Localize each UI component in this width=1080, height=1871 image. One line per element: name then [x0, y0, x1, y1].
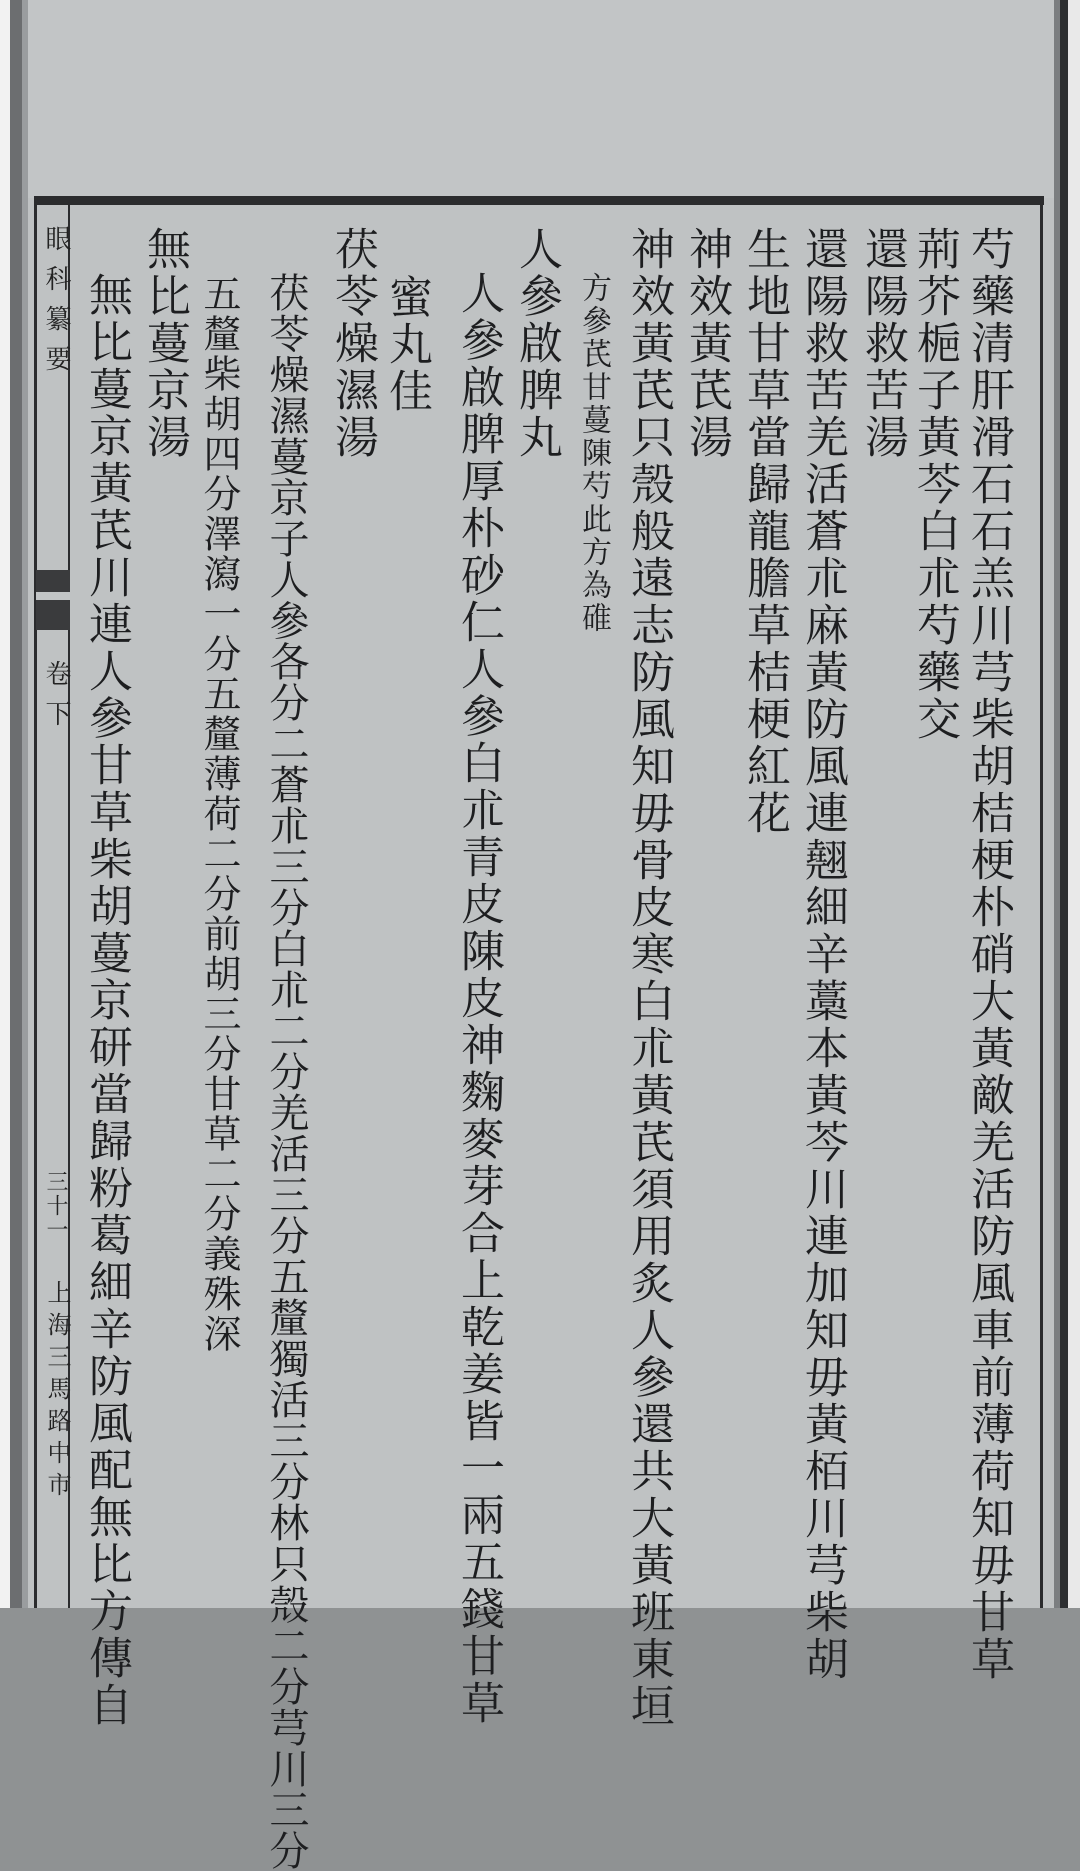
text-column-1: 芍藥清肝滑石石羔川芎柴胡桔梗朴硝大黃敵羌活防風車前薄荷知毋甘草 — [963, 226, 1014, 1683]
top-margin — [28, 0, 1054, 198]
book-title: 眼科纂要 — [41, 225, 71, 385]
text-column-7: 神效黃芪只殼般遠志防風知毋骨皮寒白朮黃芪須用炙人參還共大黃班東垣 — [623, 226, 674, 1730]
formula-heading: 還陽救苦湯 — [857, 226, 908, 461]
fish-tail-mark — [36, 570, 70, 630]
formula-heading: 人參啟脾丸 — [511, 226, 562, 461]
text-column-10: 人參啟脾厚朴砂仁人參白朮青皮陳皮神麴麥芽合上乾姜皆一兩五錢甘草 — [453, 270, 504, 1727]
text-column-2: 荊芥梔子黃芩白朮芍藥交 — [909, 226, 960, 743]
formula-heading: 茯苓燥濕湯 — [327, 226, 378, 461]
text-column-13: 茯苓燥濕蔓京子人參各分二蒼朮三分白朮二分羌活三分五釐獨活三分林只殼二分芎川三分 — [263, 272, 309, 1871]
page-number: 三十一 — [43, 1170, 68, 1242]
formula-heading: 神效黃芪湯 — [681, 226, 732, 461]
text-column-14: 五釐柴胡四分澤瀉一分五釐薄荷二分前胡三分甘草二分義殊深 — [197, 274, 241, 1354]
page-edge-right — [1054, 0, 1080, 1608]
text-column-4: 還陽救苦羌活蒼朮麻黃防風連翹細辛藁本黃芩川連加知毋黃栢川芎柴胡 — [797, 226, 848, 1683]
text-column-16: 無比蔓京黃芪川連人參甘草柴胡蔓京研當歸粉葛細辛防風配無比方傳自 — [81, 272, 132, 1729]
text-column-5: 生地甘草當歸龍膽草桔梗紅花 — [739, 226, 790, 837]
publisher-imprint: 上海三馬路中市 — [43, 1280, 71, 1504]
frame-right-rule — [1040, 205, 1043, 1608]
page-edge-left — [0, 0, 28, 1608]
text-column-11: 蜜丸佳 — [381, 274, 432, 415]
text-column-8: 方參芪甘蔓陳芍此方為碓 — [576, 272, 611, 635]
formula-heading: 無比蔓京湯 — [139, 226, 190, 461]
volume-label: 卷下 — [41, 660, 71, 740]
